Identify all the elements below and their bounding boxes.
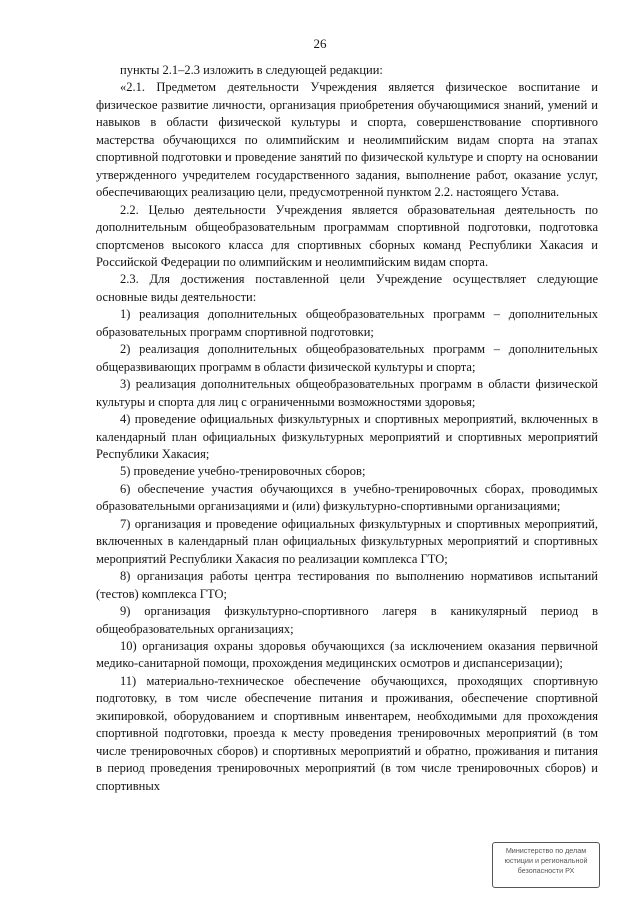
paragraph-2-2: 2.2. Целью деятельности Учреждения является образовательная деятельность по дополнительным общеобразовательным программам спортивной подготовки, подготовка спортсменов высокого класса для спортивных сборных команд Республики Хакасия и Российской Федерации по олимпийским и неолимпийским видам спорта. bbox=[96, 202, 598, 269]
list-item-2: 2) реализация дополнительных общеобразовательных программ – дополнительных общеразвивающих программ в области физической культуры и спорта; bbox=[96, 342, 598, 374]
registration-stamp bbox=[492, 842, 600, 888]
document-body bbox=[96, 62, 598, 795]
paragraph-2-1: «2.1. Предметом деятельности Учреждения является физическое воспитание и физическое развитие личности, организация приобретения обучающимися знаний, умений и навыков в области физической культуры и спорта, совершенствование спортивного мастерства обучающихся по олимпийским и неолимпийским видам спорта на этапах спортивной подготовки и проведение занятий по физической культуре и спорту на основании утвержденного учредителем государственного задания, выполнение работ, оказание услуг, обеспечивающих реализацию цели, предусмотренной пунктом 2.2. настоящего Устава. bbox=[96, 80, 598, 200]
list-item-7: 7) организация и проведение официальных физкультурных и спортивных мероприятий, включенных в календарный план официальных физкультурных мероприятий и спортивных мероприятий Республики Хакасия по реализации комплекса ГТО; bbox=[96, 516, 598, 566]
list-item-11: 11) материально-техническое обеспечение обучающихся, проходящих спортивную подготовку, в том числе обеспечение питания и проживания, обеспечение спортивной экипировкой, оборудованием и спортивным инвентарем, необходимыми для прохождения спортивной подготовки, проезда к месту проведения тренировочных мероприятий (в том числе тренировочных сборов) и спортивных мероприятий и обратно, проживания и питания в период проведения тренировочных мероприятий (в том числе тренировочных сборов) и спортивных bbox=[96, 673, 598, 793]
list-item-6: 6) обеспечение участия обучающихся в учебно-тренировочных сборах, проводимых образовательными организациями и (или) физкультурно-спортивными организациями; bbox=[96, 481, 598, 514]
stamp-line-2: юстиции и региональной bbox=[504, 856, 588, 865]
paragraph-2-3: 2.3. Для достижения поставленной цели Учреждение осуществляет следующие основные виды деятельности: bbox=[96, 272, 598, 304]
list-item-9: 9) организация физкультурно-спортивного лагеря в каникулярный период в общеобразовательных организациях; bbox=[96, 604, 598, 636]
list-item-10: 10) организация охраны здоровья обучающихся (за исключением оказания первичной медико-санитарной помощи, прохождения медицинских осмотров и диспансеризации); bbox=[96, 638, 598, 671]
page-number: 26 bbox=[313, 36, 327, 51]
list-item-3: 3) реализация дополнительных общеобразовательных программ в области физической культуры и спорта для лиц с ограниченными возможностями здоровья; bbox=[96, 377, 598, 409]
stamp-line-3: безопасности РХ bbox=[517, 866, 575, 875]
list-item-5: 5) проведение учебно-тренировочных сборов; bbox=[120, 464, 366, 479]
list-item-8: 8) организация работы центра тестирования по выполнению нормативов испытаний (тестов) комплекса ГТО; bbox=[96, 569, 598, 601]
paragraph-intro: пункты 2.1–2.3 изложить в следующей редакции: bbox=[120, 63, 383, 77]
stamp-line-1: Министерство по делам bbox=[505, 846, 587, 855]
list-item-1: 1) реализация дополнительных общеобразовательных программ – дополнительных образовательных программ спортивной подготовки; bbox=[96, 307, 598, 339]
list-item-4: 4) проведение официальных физкультурных и спортивных мероприятий, включенных в календарный план официальных физкультурных мероприятий и спортивных мероприятий Республики Хакасия; bbox=[96, 412, 598, 461]
